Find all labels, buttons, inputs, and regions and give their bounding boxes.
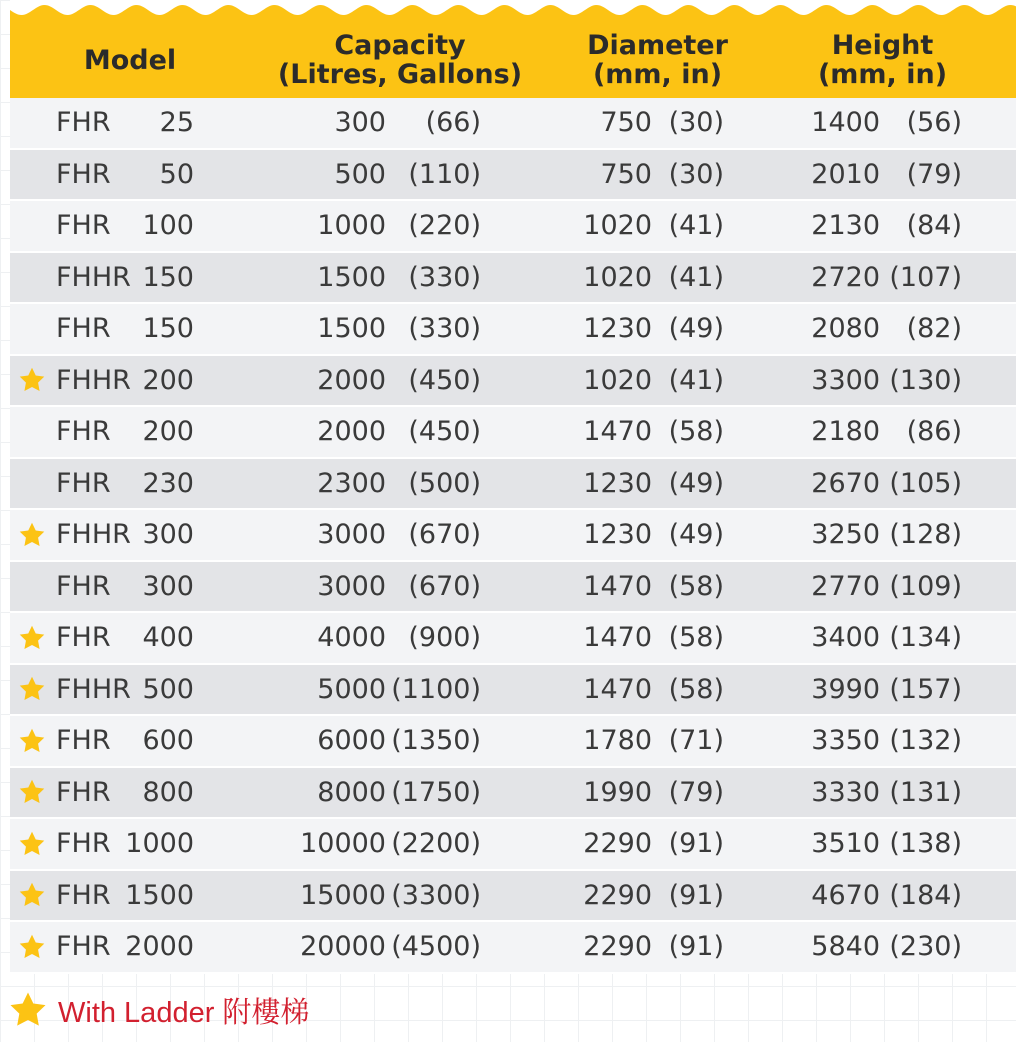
height-in: (109) — [889, 570, 962, 602]
table-row — [10, 562, 1016, 614]
capacity-litres: 8000 — [317, 776, 386, 808]
diameter-mm: 750 — [600, 107, 652, 138]
diameter-mm: 1230 — [583, 467, 652, 499]
capacity-gallons: (450) — [408, 364, 481, 396]
star-icon — [16, 716, 48, 766]
model-number: 2000 — [125, 931, 194, 962]
height-mm: 3400 — [811, 622, 880, 653]
model-prefix: FHR — [56, 622, 111, 653]
capacity-gallons: (900) — [408, 622, 481, 653]
model-number: 400 — [142, 622, 194, 653]
table-row — [10, 98, 1016, 150]
model-number: 100 — [142, 210, 194, 241]
diameter-mm: 1470 — [583, 622, 652, 653]
height-in: (130) — [889, 364, 962, 396]
height-mm: 3330 — [811, 776, 880, 808]
table-row — [10, 253, 1016, 305]
diameter-mm: 1470 — [583, 416, 652, 447]
capacity-gallons: (1750) — [391, 776, 481, 808]
capacity-litres: 500 — [334, 158, 386, 190]
diameter-in: (91) — [668, 931, 724, 962]
model-prefix: FHR — [56, 467, 111, 499]
height-in: (131) — [889, 776, 962, 808]
model-number: 800 — [142, 776, 194, 808]
capacity-litres: 15000 — [300, 879, 386, 911]
capacity-gallons: (220) — [408, 210, 481, 241]
capacity-litres: 300 — [334, 107, 386, 138]
diameter-mm: 1780 — [583, 725, 652, 756]
table-row — [10, 201, 1016, 253]
height-in: (134) — [889, 622, 962, 653]
diameter-in: (30) — [668, 107, 724, 138]
model-prefix: FHHR — [56, 673, 131, 705]
star-icon — [16, 613, 48, 663]
capacity-gallons: (3300) — [391, 879, 481, 911]
star-icon — [16, 510, 48, 560]
model-prefix: FHHR — [56, 364, 131, 396]
star-icon — [16, 665, 48, 715]
header-model: Model — [83, 44, 177, 76]
height-in: (86) — [906, 416, 962, 447]
capacity-gallons: (66) — [425, 107, 481, 138]
diameter-mm: 1020 — [583, 210, 652, 241]
diameter-in: (91) — [668, 828, 724, 859]
model-number: 500 — [142, 673, 194, 705]
model-number: 300 — [142, 570, 194, 602]
height-in: (56) — [906, 107, 962, 138]
model-prefix: FHHR — [56, 519, 131, 550]
height-mm: 2720 — [811, 261, 880, 293]
model-prefix: FHR — [56, 931, 111, 962]
height-in: (79) — [906, 158, 962, 190]
model-prefix: FHR — [56, 416, 111, 447]
model-number: 600 — [142, 725, 194, 756]
specification-table — [10, 0, 1016, 974]
star-icon — [8, 990, 48, 1030]
capacity-gallons: (330) — [408, 313, 481, 344]
model-prefix: FHR — [56, 570, 111, 602]
capacity-litres: 1500 — [317, 313, 386, 344]
model-prefix: FHR — [56, 776, 111, 808]
height-in: (105) — [889, 467, 962, 499]
model-prefix: FHR — [56, 313, 111, 344]
height-mm: 5840 — [811, 931, 880, 962]
capacity-litres: 20000 — [300, 931, 386, 962]
header-diameter: Diameter (mm, in) — [587, 30, 728, 90]
diameter-in: (58) — [668, 622, 724, 653]
diameter-mm: 1990 — [583, 776, 652, 808]
diameter-in: (41) — [668, 364, 724, 396]
diameter-mm: 1020 — [583, 261, 652, 293]
capacity-litres: 10000 — [300, 828, 386, 859]
height-mm: 2670 — [811, 467, 880, 499]
capacity-gallons: (2200) — [391, 828, 481, 859]
table-row — [10, 304, 1016, 356]
capacity-gallons: (1350) — [391, 725, 481, 756]
height-in: (128) — [889, 519, 962, 550]
table-header — [10, 0, 1016, 98]
model-number: 300 — [142, 519, 194, 550]
height-in: (230) — [889, 931, 962, 962]
height-mm: 2130 — [811, 210, 880, 241]
model-prefix: FHR — [56, 210, 111, 241]
star-icon — [16, 819, 48, 869]
capacity-gallons: (1100) — [391, 673, 481, 705]
capacity-gallons: (110) — [408, 158, 481, 190]
capacity-litres: 2000 — [317, 416, 386, 447]
diameter-in: (49) — [668, 519, 724, 550]
legend-text: With Ladder 附樓梯 — [58, 996, 310, 1029]
capacity-litres: 3000 — [317, 570, 386, 602]
height-mm: 3990 — [811, 673, 880, 705]
table-row — [10, 871, 1016, 923]
capacity-litres: 2000 — [317, 364, 386, 396]
capacity-litres: 1500 — [317, 261, 386, 293]
table-row — [10, 922, 1016, 974]
height-mm: 1400 — [811, 107, 880, 138]
header-capacity: Capacity (Litres, Gallons) — [277, 30, 523, 90]
table-row — [10, 768, 1016, 820]
table-row — [10, 459, 1016, 511]
height-mm: 3350 — [811, 725, 880, 756]
diameter-mm: 750 — [600, 158, 652, 190]
diameter-in: (30) — [668, 158, 724, 190]
model-number: 200 — [142, 416, 194, 447]
height-mm: 3250 — [811, 519, 880, 550]
capacity-litres: 4000 — [317, 622, 386, 653]
legend — [8, 988, 309, 1032]
model-prefix: FHR — [56, 879, 111, 911]
header-wave-edge — [10, 0, 1016, 26]
diameter-in: (41) — [668, 210, 724, 241]
height-in: (157) — [889, 673, 962, 705]
model-prefix: FHR — [56, 725, 111, 756]
height-mm: 3510 — [811, 828, 880, 859]
capacity-gallons: (670) — [408, 570, 481, 602]
capacity-gallons: (330) — [408, 261, 481, 293]
star-icon — [16, 871, 48, 921]
model-number: 25 — [159, 107, 194, 138]
diameter-in: (58) — [668, 673, 724, 705]
diameter-in: (58) — [668, 570, 724, 602]
star-icon — [16, 356, 48, 406]
height-in: (82) — [906, 313, 962, 344]
height-mm: 3300 — [811, 364, 880, 396]
diameter-in: (79) — [668, 776, 724, 808]
diameter-mm: 2290 — [583, 931, 652, 962]
table-row — [10, 150, 1016, 202]
model-prefix: FHHR — [56, 261, 131, 293]
model-number: 230 — [142, 467, 194, 499]
model-number: 1000 — [125, 828, 194, 859]
diameter-in: (91) — [668, 879, 724, 911]
capacity-gallons: (4500) — [391, 931, 481, 962]
table-row — [10, 665, 1016, 717]
capacity-gallons: (450) — [408, 416, 481, 447]
height-mm: 2080 — [811, 313, 880, 344]
height-in: (138) — [889, 828, 962, 859]
model-number: 200 — [142, 364, 194, 396]
diameter-in: (58) — [668, 416, 724, 447]
height-in: (132) — [889, 725, 962, 756]
model-number: 150 — [142, 261, 194, 293]
capacity-litres: 2300 — [317, 467, 386, 499]
model-prefix: FHR — [56, 158, 111, 190]
model-prefix: FHR — [56, 107, 111, 138]
diameter-in: (41) — [668, 261, 724, 293]
header-height: Height (mm, in) — [817, 30, 948, 90]
model-number: 1500 — [125, 879, 194, 911]
diameter-mm: 1470 — [583, 673, 652, 705]
diameter-mm: 1230 — [583, 313, 652, 344]
capacity-gallons: (670) — [408, 519, 481, 550]
capacity-litres: 3000 — [317, 519, 386, 550]
table-body — [10, 98, 1016, 974]
height-in: (107) — [889, 261, 962, 293]
table-row — [10, 716, 1016, 768]
diameter-mm: 1470 — [583, 570, 652, 602]
capacity-gallons: (500) — [408, 467, 481, 499]
height-mm: 2180 — [811, 416, 880, 447]
height-in: (84) — [906, 210, 962, 241]
table-row — [10, 407, 1016, 459]
diameter-in: (49) — [668, 313, 724, 344]
model-prefix: FHR — [56, 828, 111, 859]
height-mm: 2010 — [811, 158, 880, 190]
height-mm: 4670 — [811, 879, 880, 911]
diameter-mm: 2290 — [583, 828, 652, 859]
diameter-mm: 1020 — [583, 364, 652, 396]
capacity-litres: 5000 — [317, 673, 386, 705]
model-number: 50 — [159, 158, 194, 190]
table-row — [10, 356, 1016, 408]
model-number: 150 — [142, 313, 194, 344]
diameter-mm: 2290 — [583, 879, 652, 911]
capacity-litres: 1000 — [317, 210, 386, 241]
table-row — [10, 510, 1016, 562]
star-icon — [16, 768, 48, 818]
diameter-mm: 1230 — [583, 519, 652, 550]
table-row — [10, 819, 1016, 871]
diameter-in: (49) — [668, 467, 724, 499]
star-icon — [16, 922, 48, 972]
height-in: (184) — [889, 879, 962, 911]
height-mm: 2770 — [811, 570, 880, 602]
diameter-in: (71) — [668, 725, 724, 756]
table-row — [10, 613, 1016, 665]
capacity-litres: 6000 — [317, 725, 386, 756]
